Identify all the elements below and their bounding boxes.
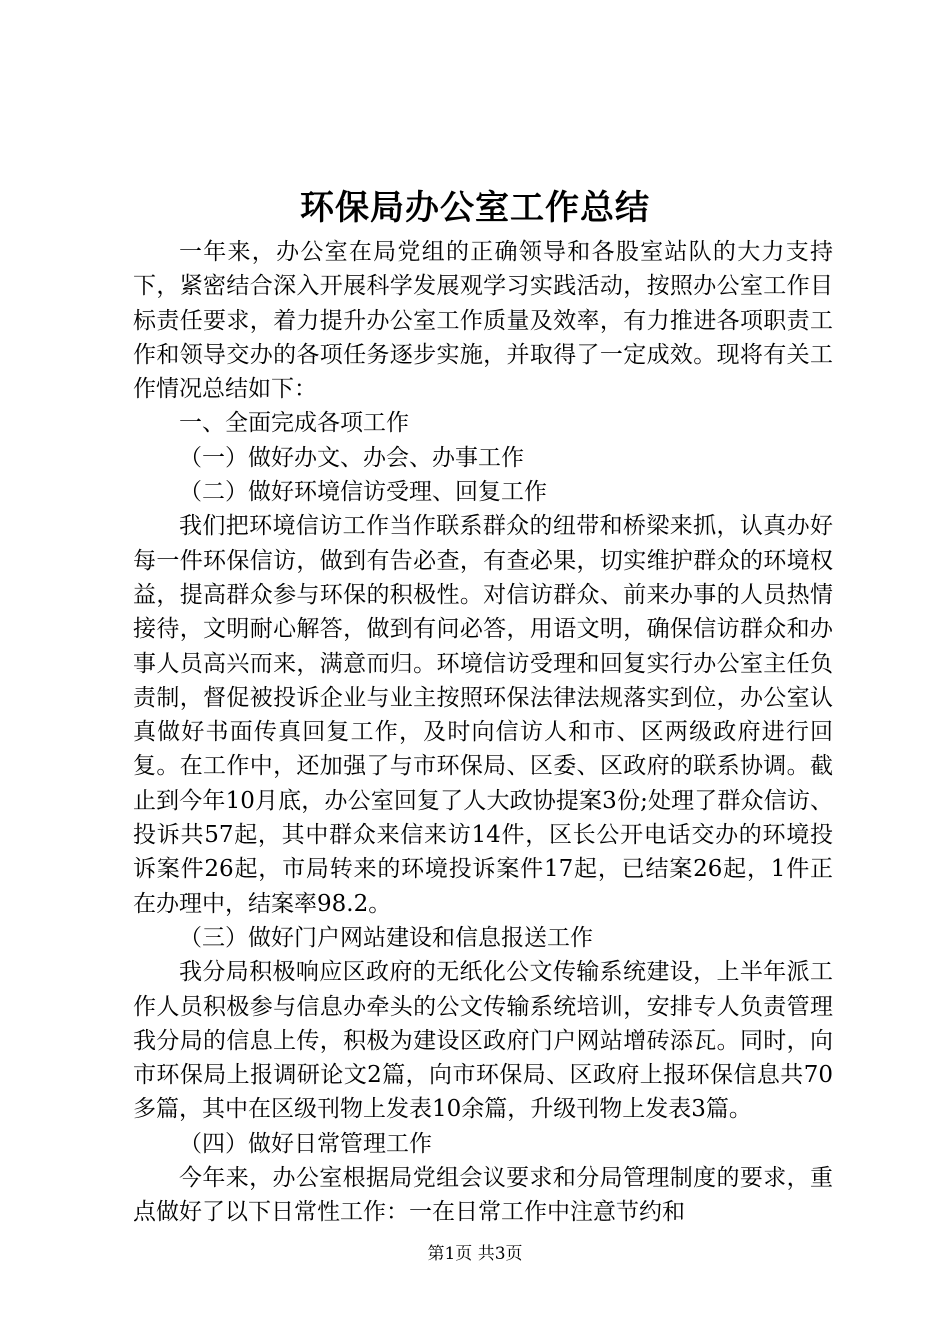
paragraph-website: 我分局积极响应区政府的无纸化公文传输系统建设，上半年派工作人员积极参与信息办牵头的公文传输系统培训，安排专人负责管理我分局的信息上传，积极为建设区政府门户网站增砖添瓦。同时，向市环保局上报调研论文2篇，向市环保局、区政府上报环保信息共70多篇，其中在区级刊物上发表10余篇，升级刊物上发表3篇。: [133, 959, 833, 1123]
paragraph-petition: 我们把环境信访工作当作联系群众的纽带和桥梁来抓，认真办好每一件环保信访，做到有告必查，有查必果，切实维护群众的环境权益，提高群众参与环保的积极性。对信访群众、前来办事的人员热情接待，文明耐心解答，做到有问必答，用语文明，确保信访群众和办事人员高兴而来，满意而归。环境信访受理和回复实行办公室主任负责制，督促被投诉企业与业主按照环保法律法规落实到位，办公室认真做好书面传真回复工作，及时向信访人和市、区两级政府进行回复。在工作中，还加强了与市环保局、区委、区政府的联系协调。截止到今年10月底，办公室回复了人大政协提案3份;处理了群众信访、投诉共57起，其中群众来信来访14件，区长公开电话交办的环境投诉案件26起，市局转来的环境投诉案件17起，已结案26起，1件正在办理中，结案率98.2。: [133, 513, 833, 917]
section-heading-1: 一、全面完成各项工作: [179, 410, 409, 437]
document-title: 环保局办公室工作总结: [300, 188, 650, 228]
page-footer: 第1页 共3页: [427, 1244, 523, 1264]
paragraph-intro: 一年来，办公室在局党组的正确领导和各股室站队的大力支持下，紧密结合深入开展科学发展观学习实践活动，按照办公室工作目标责任要求，着力提升办公室工作质量及效率，有力推进各项职责工作和领导交办的各项任务逐步实施，并取得了一定成效。现将有关工作情况总结如下：: [133, 239, 833, 403]
subsection-heading-1: （一）做好办文、办会、办事工作: [179, 444, 524, 471]
subsection-heading-3: （三）做好门户网站建设和信息报送工作: [179, 924, 593, 951]
subsection-heading-2: （二）做好环境信访受理、回复工作: [179, 479, 547, 506]
paragraph-daily-management: 今年来，办公室根据局党组会议要求和分局管理制度的要求，重点做好了以下日常性工作：一在日常工作中注意节约和: [133, 1165, 833, 1226]
subsection-heading-4: （四）做好日常管理工作: [179, 1130, 432, 1157]
document-body: [133, 235, 833, 1230]
